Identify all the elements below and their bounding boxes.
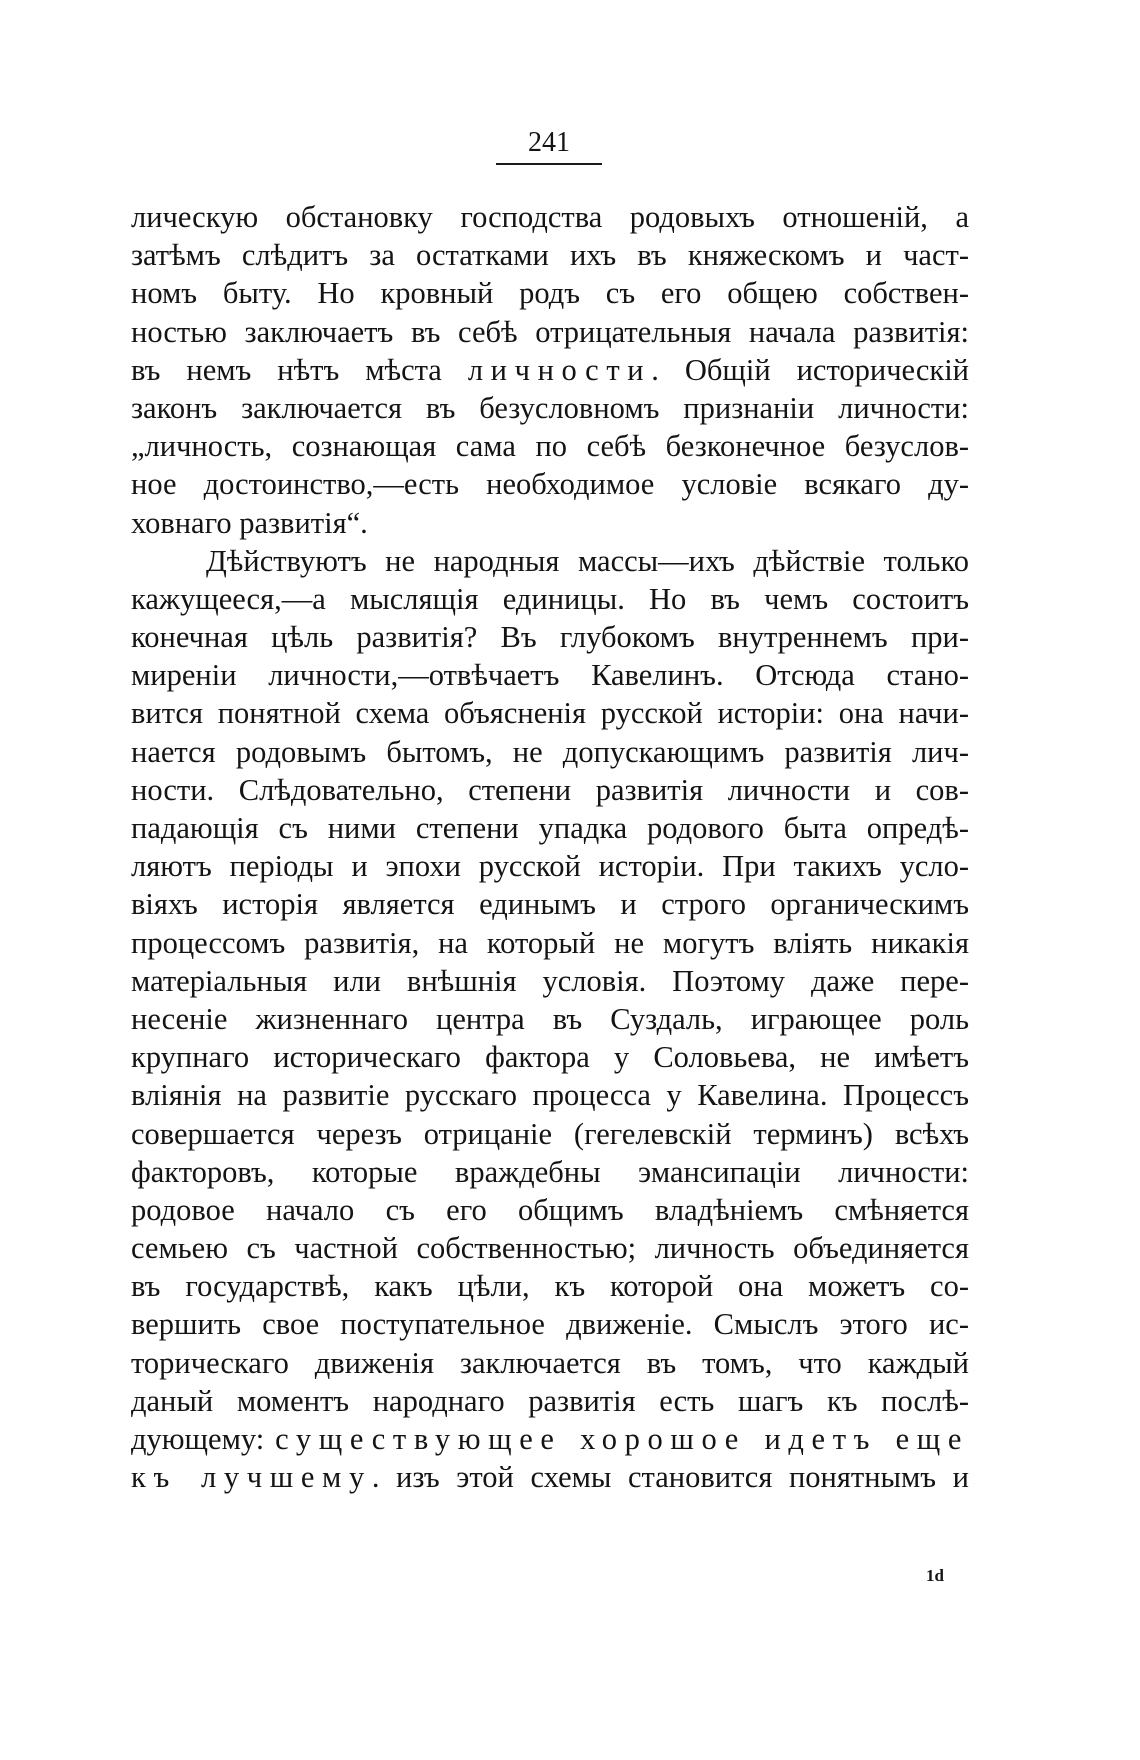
text-line: факторовъ, которые враждебны эмансипаціи личности: [131,1154,969,1189]
text-line: семьею съ частной собственностью; личность объединяется [131,1231,969,1266]
text-line: вліянія на развитіе русскаго процесса у Кавелина. Процессъ [131,1078,969,1113]
text-line: вится понятной схема объясненія русской исторіи: она начи- [131,696,969,731]
text-line: номъ быту. Но кровный родъ съ его общею собствен- [131,276,969,311]
text-run: . изъ этой схемы становится понятнымъ и [371,1460,969,1495]
text-run: въ немъ нѣтъ мѣста [131,352,442,387]
text-line: торическаго движенія заключается въ томъ, что каждый [131,1345,969,1380]
spaced-emphasis: личности [467,352,652,387]
text-line [131,351,969,389]
spaced-emphasis: къ лучшему [131,1460,372,1495]
text-line: совершается черезъ отрицаніе (гегелевскій терминъ) всѣхъ [131,1116,969,1151]
text-line: лическую обстановку господства родовыхъ отношеній, а [131,200,969,234]
page-number-rule [496,163,602,165]
text-line: родовое начало съ его общимъ владѣніемъ смѣняется [131,1192,969,1227]
page-number: 241 [528,127,570,158]
text-line: крупнаго историческаго фактора у Соловьева, не имѣетъ [131,1040,969,1075]
spaced-emphasis: существующее хорошое идетъ еще [275,1422,970,1456]
text-line: ное достоинство,—есть необходимое условіе всякаго ду- [131,467,969,502]
text-line: въ государствѣ, какъ цѣли, къ которой она можетъ со- [131,1269,969,1304]
text-line: вершить свое поступательное движеніе. Смыслъ этого ис- [131,1307,969,1342]
text-line: кажущееся,—а мыслящія единицы. Но въ чемъ состоитъ [131,581,969,616]
text-line: затѣмъ слѣдитъ за остатками ихъ въ княжескомъ и част- [131,238,969,273]
printer-signature-mark: 1d [926,1566,944,1585]
text-line: нается родовымъ бытомъ, не допускающимъ развитія лич- [131,734,969,769]
text-line: даный моментъ народнаго развитія есть шагъ къ послѣ- [131,1383,969,1418]
text-run: . Общій историческій [651,352,970,387]
text-line: матеріальныя или внѣшнія условія. Поэтому даже пере- [131,963,969,998]
text-line: ховнаго развитія“. [131,505,368,540]
text-line: ностью заключаетъ въ себѣ отрицательныя начала развитія: [131,314,969,349]
text-line: несеніе жизненнаго центра въ Суздаль, играющее роль [131,1001,969,1036]
text-line: ляютъ періоды и эпохи русской исторіи. При такихъ усло- [131,849,969,884]
text-line [131,1458,969,1496]
text-line: падающія съ ними степени упадка родового быта опредѣ- [131,811,969,845]
text-line: законъ заключается въ безусловномъ признаніи личности: [131,390,969,425]
text-line: „личность, сознающая сама по себѣ безконечное безуслов- [131,429,969,464]
body-text [131,198,969,1496]
text-line: віяхъ исторія является единымъ и строго органическимъ [131,887,969,922]
text-line [131,1420,969,1458]
text-line: ности. Слѣдовательно, степени развитія личности и сов- [131,772,969,807]
text-line: процессомъ развитія, на который не могутъ вліять никакія [131,925,969,960]
text-line: конечная цѣль развитія? Въ глубокомъ внутреннемъ при- [131,620,969,655]
text-line: миреніи личности,—отвѣчаетъ Кавелинъ. Отсюда стано- [131,658,969,693]
text-line: Дѣйствуютъ не народныя массы—ихъ дѣйствіе только [206,543,969,578]
text-run: дующему: [131,1422,265,1456]
